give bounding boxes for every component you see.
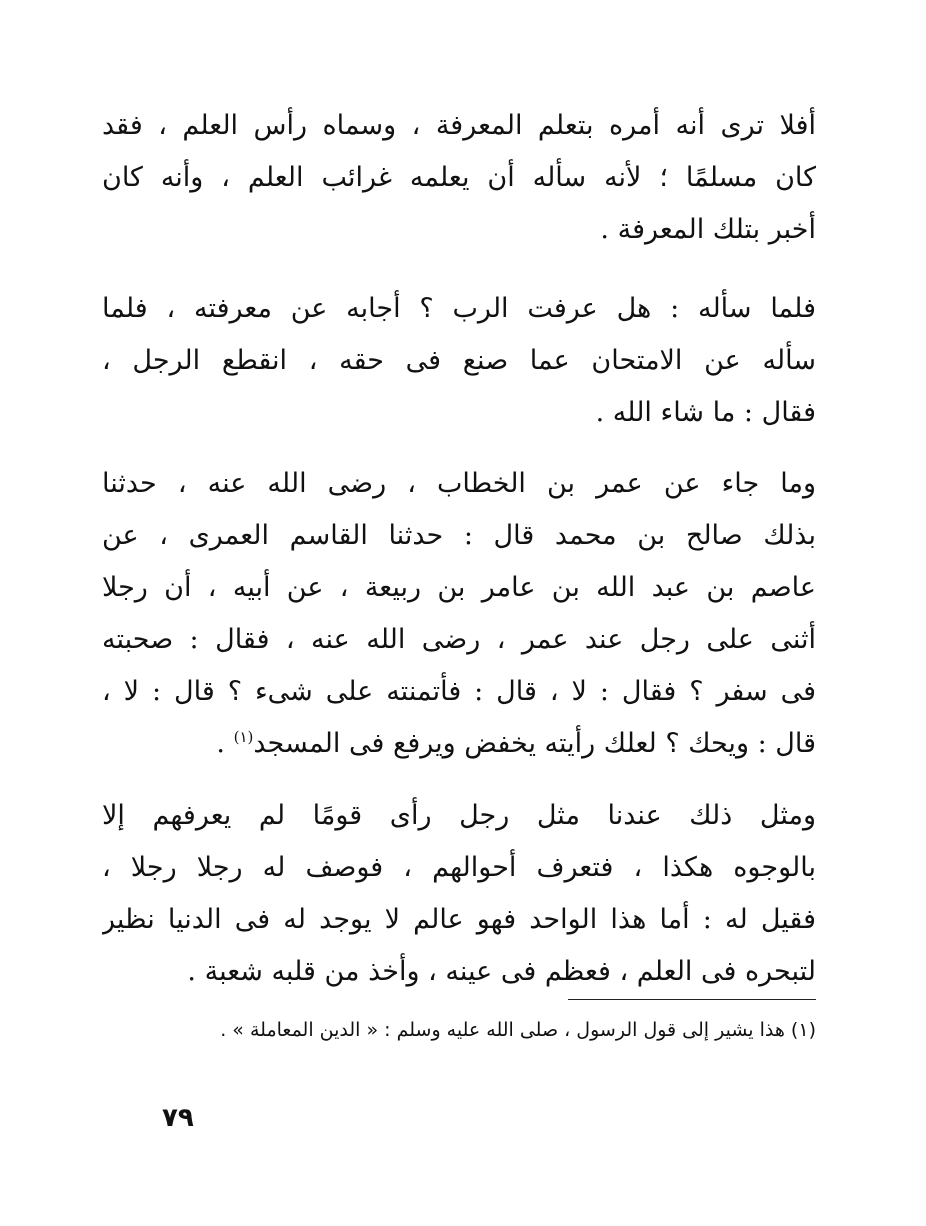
text-line: ومثل ذلك عندنا مثل رجل رأى قومًا لم يعرفهم إلا [102, 800, 816, 831]
paragraph-2 [102, 283, 816, 439]
page-number: ٧٩ [162, 1103, 194, 1133]
text-line-with-footnote [102, 718, 816, 770]
text-line: أفلا ترى أنه أمره بتعلم المعرفة ، وسماه رأس العلم ، فقد [102, 110, 816, 141]
text-line: بذلك صالح بن محمد قال : حدثنا القاسم العمرى ، عن [102, 520, 816, 551]
text-line: فقيل له : أما هذا الواحد فهو عالم لا يوجد له فى الدنيا نظير [102, 904, 816, 935]
text-line: سأله عن الامتحان عما صنع فى حقه ، انقطع الرجل ، [102, 345, 816, 376]
paragraph-3 [102, 458, 816, 770]
text-line: قال : ويحك ؟ لعلك رأيته يخفض ويرفع فى المسجد [253, 728, 816, 759]
text-line: كان مسلمًا ؛ لأنه سأله أن يعلمه غرائب العلم ، وأنه كان [102, 162, 816, 193]
text-line: عاصم بن عبد الله بن عامر بن ربيعة ، عن أبيه ، أن رجلا [102, 572, 816, 603]
paragraph-1 [102, 100, 816, 256]
paragraph-4 [102, 790, 816, 998]
footnote-marker: (١) [233, 728, 254, 746]
text-line: فى سفر ؟ فقال : لا ، قال : فأتمنته على شىء ؟ قال : لا ، [102, 676, 816, 707]
text-line: لتبحره فى العلم ، فعظم فى عينه ، وأخذ من قلبه شعبة . [187, 956, 816, 987]
footnote-separator [568, 999, 816, 1000]
text-line: أخبر بتلك المعرفة . [600, 214, 816, 245]
footnote: (١) هذا يشير إلى قول الرسول ، صلى الله عليه وسلم : « الدين المعاملة » . [220, 1019, 816, 1041]
text-line: فلما سأله : هل عرفت الرب ؟ أجابه عن معرفته ، فلما [102, 293, 816, 324]
text-line: فقال : ما شاء الله . [595, 397, 816, 428]
text-line: أثنى على رجل عند عمر ، رضى الله عنه ، فقال : صحبته [102, 624, 816, 655]
text-line: وما جاء عن عمر بن الخطاب ، رضى الله عنه ، حدثنا [102, 468, 816, 499]
text-line: بالوجوه هكذا ، فتعرف أحوالهم ، فوصف له رجلا رجلا ، [102, 852, 816, 883]
line-end-punctuation: . [216, 728, 234, 759]
